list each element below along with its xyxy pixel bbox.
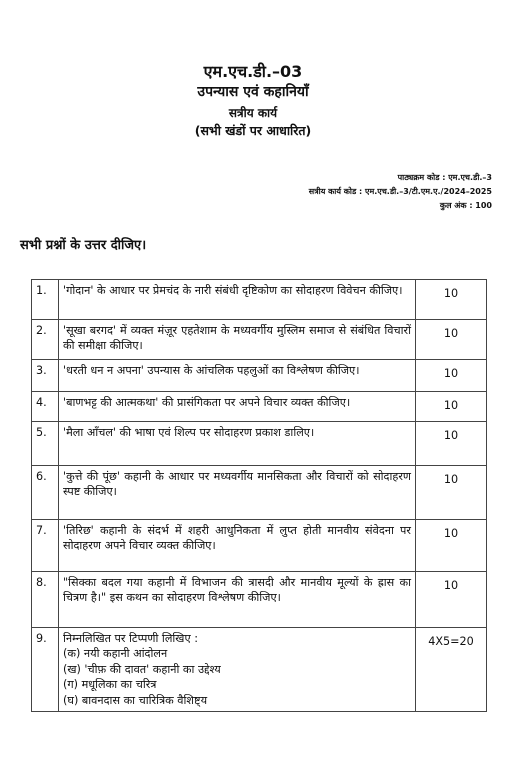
- question-number: 3.: [32, 360, 59, 392]
- sub-question: (घ) बावनदास का चारित्रिक वैशिष्ट्य: [63, 693, 208, 707]
- question-number: 1.: [32, 280, 59, 320]
- question-text: 'तिरिछ' कहानी के संदर्भ में शहरी आधुनिकता में लुप्त होती मानवीय संवेदना पर सोदाहरण अपने विचार व्यक्त कीजिए।: [59, 520, 416, 572]
- table-row: [32, 520, 487, 572]
- question-number: 9.: [32, 628, 59, 712]
- question-marks: 10: [416, 466, 487, 520]
- question-number: 7.: [32, 520, 59, 572]
- table-row: [32, 466, 487, 520]
- question-marks: 10: [416, 422, 487, 466]
- assignment-code: सत्रीय कार्य कोड : एम.एच.डी.–3/टी.एम.ए./2024–2025: [308, 187, 492, 196]
- question-text: 'सूखा बरगद' में व्यक्त मंज़ूर एहतेशाम के मध्यवर्गीय मुस्लिम समाज से संबंधित विचारों की समीक्षा कीजिए।: [59, 320, 416, 360]
- sub-question: (क) नयी कहानी आंदोलन: [63, 647, 168, 661]
- question-marks: 10: [416, 280, 487, 320]
- question-marks: 10: [416, 392, 487, 422]
- table-row: [32, 628, 487, 712]
- question-marks: 10: [416, 320, 487, 360]
- document-code: एम.एच.डी.–03: [203, 62, 303, 81]
- question-text: "सिक्का बदल गया कहानी में विभाजन की त्रासदी और मानवीय मूल्यों के ह्रास का चित्रण है।" इस कथन का सोदाहरण विश्लेषण कीजिए।: [59, 572, 416, 628]
- question-text: 'धरती धन न अपना' उपन्यास के आंचलिक पहलुओं का विश्लेषण कीजिए।: [59, 360, 416, 392]
- question-number: 4.: [32, 392, 59, 422]
- question-text: 'कुत्ते की पूंछ' कहानी के आधार पर मध्यवर्गीय मानसिकता और विचारों को सोदाहरण स्पष्ट कीजिए।: [59, 466, 416, 520]
- questions-table: [31, 279, 487, 712]
- question-marks: 10: [416, 572, 487, 628]
- table-row: [32, 280, 487, 320]
- question-prompt: निम्नलिखित पर टिप्पणी लिखिए :: [63, 632, 198, 645]
- document-basis: (सभी खंडों पर आधारित): [194, 123, 312, 138]
- table-row: [32, 392, 487, 422]
- sub-question: (ग) मधूलिका का चरित्र: [63, 678, 157, 692]
- question-number: 8.: [32, 572, 59, 628]
- course-code: पाठ्यक्रम कोड : एम.एच.डी.–3: [397, 173, 492, 182]
- document-type: सत्रीय कार्य: [228, 106, 278, 120]
- question-number: 6.: [32, 466, 59, 520]
- question-text: 'मैला आँचल' की भाषा एवं शिल्प पर सोदाहरण प्रकाश डालिए।: [59, 422, 416, 466]
- table-row: [32, 572, 487, 628]
- question-marks: 10: [416, 360, 487, 392]
- total-marks: कुल अंक : 100: [439, 201, 492, 210]
- question-number: 2.: [32, 320, 59, 360]
- table-row: [32, 360, 487, 392]
- table-row: [32, 320, 487, 360]
- sub-question: (ख) 'चीफ़ की दावत' कहानी का उद्देश्य: [63, 662, 221, 676]
- question-text: 'गोदान' के आधार पर प्रेमचंद के नारी संबंधी दृष्टिकोण का सोदाहरण विवेचन कीजिए।: [59, 280, 416, 320]
- question-marks: 10: [416, 520, 487, 572]
- instruction: सभी प्रश्नों के उत्तर दीजिए।: [20, 238, 147, 253]
- question-text: [59, 628, 416, 712]
- table-row: [32, 422, 487, 466]
- question-text: 'बाणभट्ट की आत्मकथा' की प्रासंगिकता पर अपने विचार व्यक्त कीजिए।: [59, 392, 416, 422]
- document-subject: उपन्यास एवं कहानियाँ: [197, 84, 309, 100]
- question-marks: 4X5=20: [416, 628, 487, 712]
- question-number: 5.: [32, 422, 59, 466]
